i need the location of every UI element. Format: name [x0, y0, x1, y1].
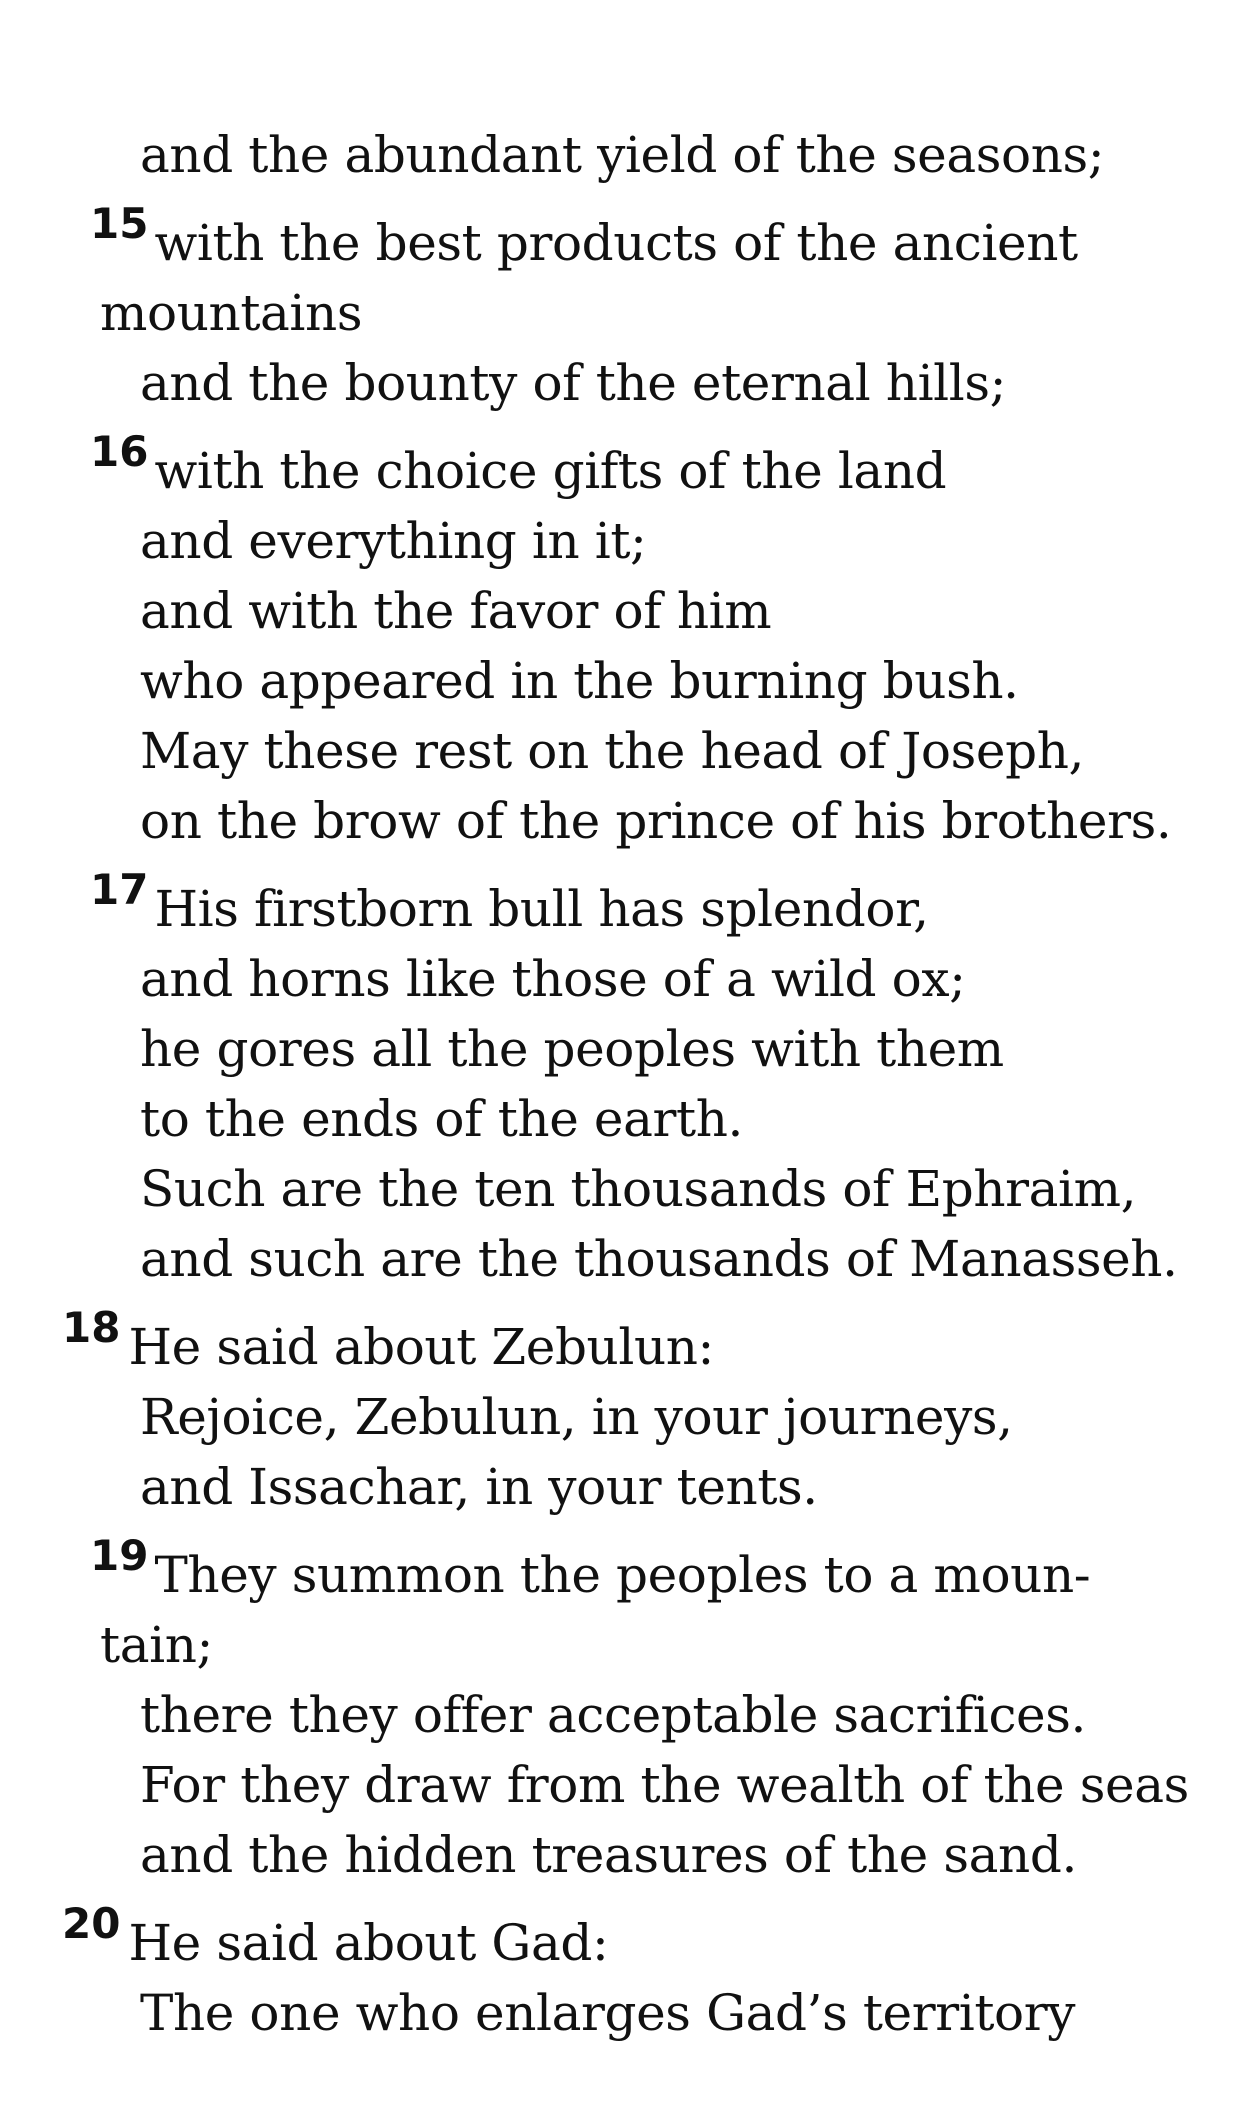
text-line: and with the favor of him	[140, 582, 772, 640]
verse-number: 18	[62, 1303, 121, 1352]
verse-text: with the best products of the ancient	[154, 214, 1078, 272]
text-line: mountains	[100, 284, 363, 342]
verse-number: 19	[90, 1531, 149, 1580]
text-line: and the bounty of the eternal hills;	[140, 354, 1007, 412]
verse-text: with the choice gifts of the land	[154, 442, 947, 500]
text-line: who appeared in the burning bush.	[140, 652, 1019, 710]
text-line: tain;	[100, 1616, 213, 1674]
verse-number: 16	[90, 427, 149, 476]
text-line: and the hidden treasures of the sand.	[140, 1826, 1077, 1884]
verse-20	[62, 1899, 609, 1981]
verse-16	[90, 427, 947, 509]
text-line: he gores all the peoples with them	[140, 1020, 1004, 1078]
text-line: and such are the thousands of Manasseh.	[140, 1230, 1178, 1288]
text-line: The one who enlarges Gad’s territory	[140, 1984, 1076, 2042]
text-line: and everything in it;	[140, 512, 647, 570]
verse-number: 15	[90, 199, 149, 248]
text-line: May these rest on the head of Joseph,	[140, 722, 1084, 780]
verse-text: They summon the peoples to a moun-	[154, 1546, 1091, 1604]
text-line: For they draw from the wealth of the seas	[140, 1756, 1189, 1814]
verse-15	[90, 199, 1078, 281]
verse-text: He said about Gad:	[128, 1914, 609, 1972]
text-line: and Issachar, in your tents.	[140, 1458, 818, 1516]
text-line: there they offer acceptable sacrifices.	[140, 1686, 1086, 1744]
verse-number: 17	[90, 865, 149, 914]
text-line: and the abundant yield of the seasons;	[140, 126, 1105, 184]
text-line: Such are the ten thousands of Ephraim,	[140, 1160, 1137, 1218]
verse-text: His firstborn bull has splendor,	[154, 880, 929, 938]
verse-17	[90, 865, 929, 947]
verse-number: 20	[62, 1899, 121, 1948]
text-line: on the brow of the prince of his brothers.	[140, 792, 1172, 850]
verse-text: He said about Zebulun:	[128, 1318, 714, 1376]
text-line: Rejoice, Zebulun, in your journeys,	[140, 1388, 1013, 1446]
verse-18	[62, 1303, 714, 1385]
text-line: and horns like those of a wild ox;	[140, 950, 966, 1008]
verse-19	[90, 1531, 1091, 1613]
text-line: to the ends of the earth.	[140, 1090, 743, 1148]
